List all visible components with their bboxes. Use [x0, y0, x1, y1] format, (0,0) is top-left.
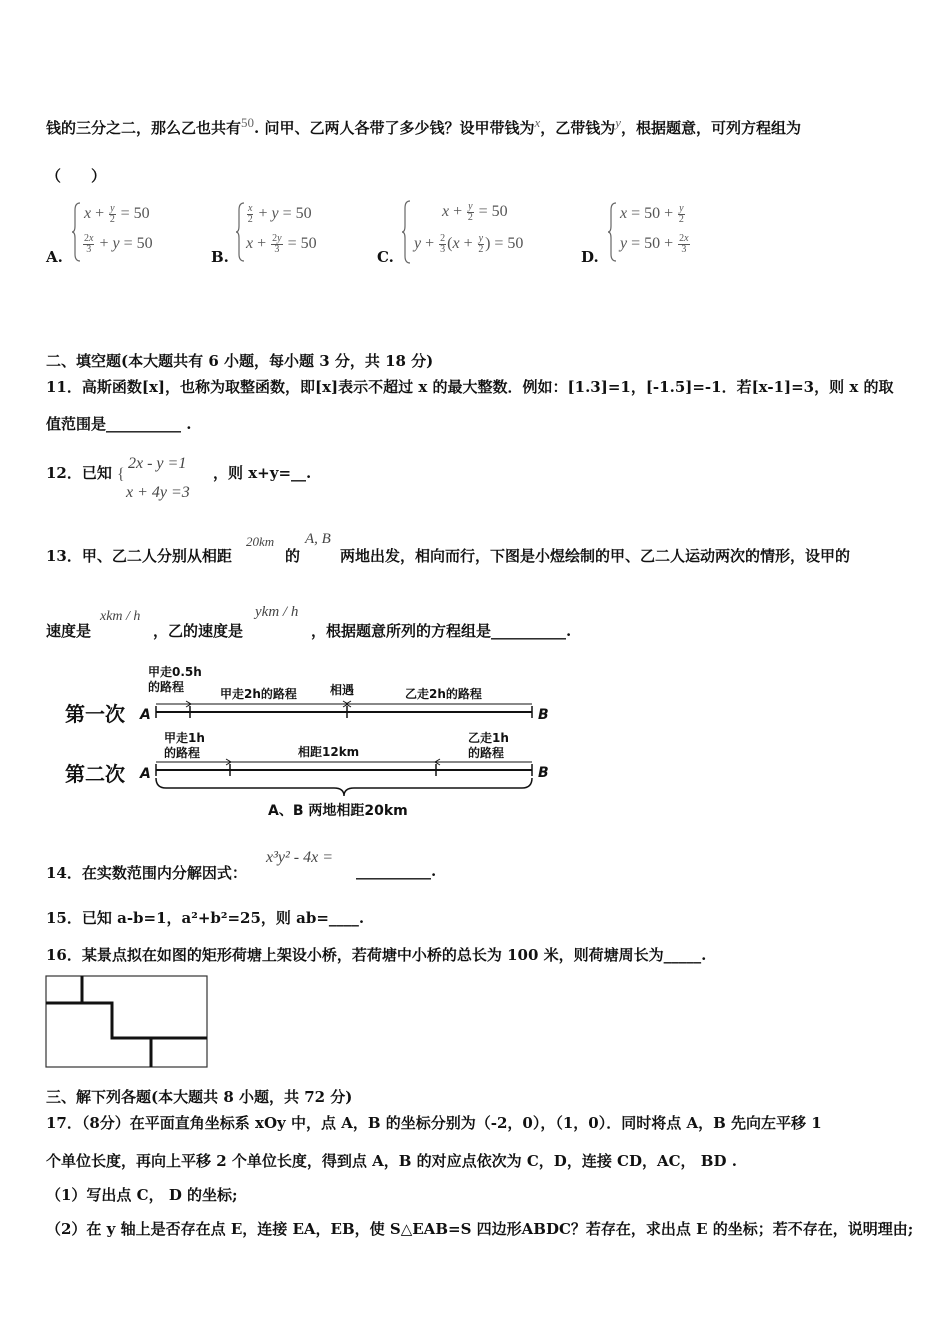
row2-seg3-line2: 的路程	[468, 746, 505, 760]
q14-end: __________.	[356, 862, 437, 880]
row2-mid: 相距12km	[298, 745, 360, 759]
brace-icon	[402, 200, 412, 264]
row2-label: 第二次	[65, 762, 125, 786]
q16-text: 16．某景点拟在如图的矩形荷塘上架设小桥，若荷塘中小桥的总长为 100 米，则荷塘周长为_____.	[46, 946, 707, 964]
bottom-brace	[156, 778, 532, 796]
q17-part1: （1）写出点 C， D 的坐标;	[46, 1186, 238, 1204]
row1-seg1-line1: 甲走0.5h	[148, 665, 202, 679]
q17-line2: 个单位长度，再向上平移 2 个单位长度，得到点 A，B 的对应点依次为 C，D，连接 CD，AC， BD .	[46, 1152, 737, 1170]
row2-seg3-line1: 乙走1h	[468, 731, 509, 745]
q12-prefix: 12．已知	[46, 464, 112, 482]
q10-paren: （ ）	[46, 167, 107, 185]
brace-icon	[72, 202, 82, 262]
section3-title: 三、解下列各题(本大题共 8 小题，共 72 分)	[46, 1088, 353, 1106]
row1-a: A	[140, 707, 151, 723]
row1-b: B	[538, 707, 549, 723]
q12-eq1: 2x - y =1	[128, 455, 187, 472]
q13-xspeed: xkm / h	[100, 609, 141, 624]
q13-mid: ，乙的速度是	[153, 622, 244, 640]
row2-b: B	[538, 765, 549, 781]
option-c-system: x + $\frac{y}{2}$ = 50 y + $\frac{2}{3}$ (x + $\frac{y}{2}$ ) = 50	[402, 198, 562, 264]
q13-ab: A, B	[305, 531, 331, 547]
bottom-label: A、B 两地相距20km	[268, 803, 408, 819]
row1-seg3: 乙走2h的路程	[405, 687, 482, 701]
q13-de: 的	[285, 547, 301, 565]
option-b-label: B.	[211, 248, 229, 266]
q13-dist: 20km	[246, 534, 275, 549]
q14-text: 14．在实数范围内分解因式：	[46, 864, 247, 882]
row1-label: 第一次	[65, 702, 125, 726]
q13-rest: 两地出发，相向而行，下图是小煜绘制的甲、乙二人运动两次的情形，设甲的	[340, 547, 851, 565]
q13-end: ，根据题意所列的方程组是__________.	[311, 622, 572, 640]
var-y: y	[615, 115, 622, 130]
row1-seg1-line2: 的路程	[148, 680, 185, 694]
q14-expr: x³y² - 4x =	[266, 849, 334, 866]
num-50: 50	[241, 115, 255, 130]
q12-brace: {	[117, 466, 125, 483]
q13-yspeed: ykm / h	[255, 604, 299, 620]
row1-meet: 相遇	[330, 683, 355, 697]
row2-seg1-line1: 甲走1h	[164, 731, 205, 745]
option-a-label: A.	[46, 248, 63, 266]
brace-icon	[608, 202, 618, 262]
q13-speed-prefix: 速度是	[46, 622, 92, 640]
q12-suffix: ，则 x+y=__.	[213, 464, 312, 482]
q15-text: 15．已知 a-b=1，a²+b²=25，则 ab=____.	[46, 909, 365, 927]
option-c-label: C.	[377, 248, 394, 266]
q17-line1: 17．（8分）在平面直角坐标系 xOy 中，点 A，B 的坐标分别为（-2，0），（1，0）．同时将点 A，B 先向左平移 1	[46, 1114, 822, 1132]
q10-line1: 钱的三分之二，那么乙也共有50. 问甲、乙两人各带了多少钱？设甲带钱为x，乙带钱为y，根据题意，可列方程组为	[46, 115, 802, 137]
motion-diagram	[60, 660, 580, 825]
q17-part2: （2）在 y 轴上是否存在点 E，连接 EA，EB，使 S△EAB=S 四边形ABDC？若存在，求出点 E 的坐标；若不存在，说明理由;	[46, 1220, 914, 1238]
pond-rect	[46, 976, 207, 1067]
option-b-system: $\frac{x}{2}$ + y = 50 x + $\frac{2y}{3}$ = 50	[236, 200, 346, 264]
option-d-label: D.	[581, 248, 599, 266]
q11-line2: 值范围是__________ .	[46, 415, 192, 433]
option-a-system: x + $\frac{y}{2}$ = 50 $\frac{2x}{3}$ + y = 50	[72, 200, 182, 264]
section2-title: 二、填空题(本大题共有 6 小题，每小题 3 分，共 18 分)	[46, 352, 434, 370]
row1-seg2: 甲走2h的路程	[220, 687, 297, 701]
var-x: x	[534, 115, 541, 130]
option-d-system: x = 50 + $\frac{y}{2}$ y = 50 + $\frac{2x}{3}$	[608, 200, 718, 264]
row2-seg1-line2: 的路程	[164, 746, 201, 760]
row2-a: A	[140, 766, 151, 782]
pond-figure	[45, 975, 209, 1069]
q12-eq2: x + 4y =3	[126, 484, 190, 501]
q11-line1: 11．高斯函数[x]，也称为取整函数，即[x]表示不超过 x 的最大整数．例如：[1.3]=1，[-1.5]=-1．若[x-1]=3，则 x 的取	[46, 378, 894, 396]
q13-prefix: 13．甲、乙二人分别从相距	[46, 547, 232, 565]
brace-icon	[236, 202, 246, 262]
